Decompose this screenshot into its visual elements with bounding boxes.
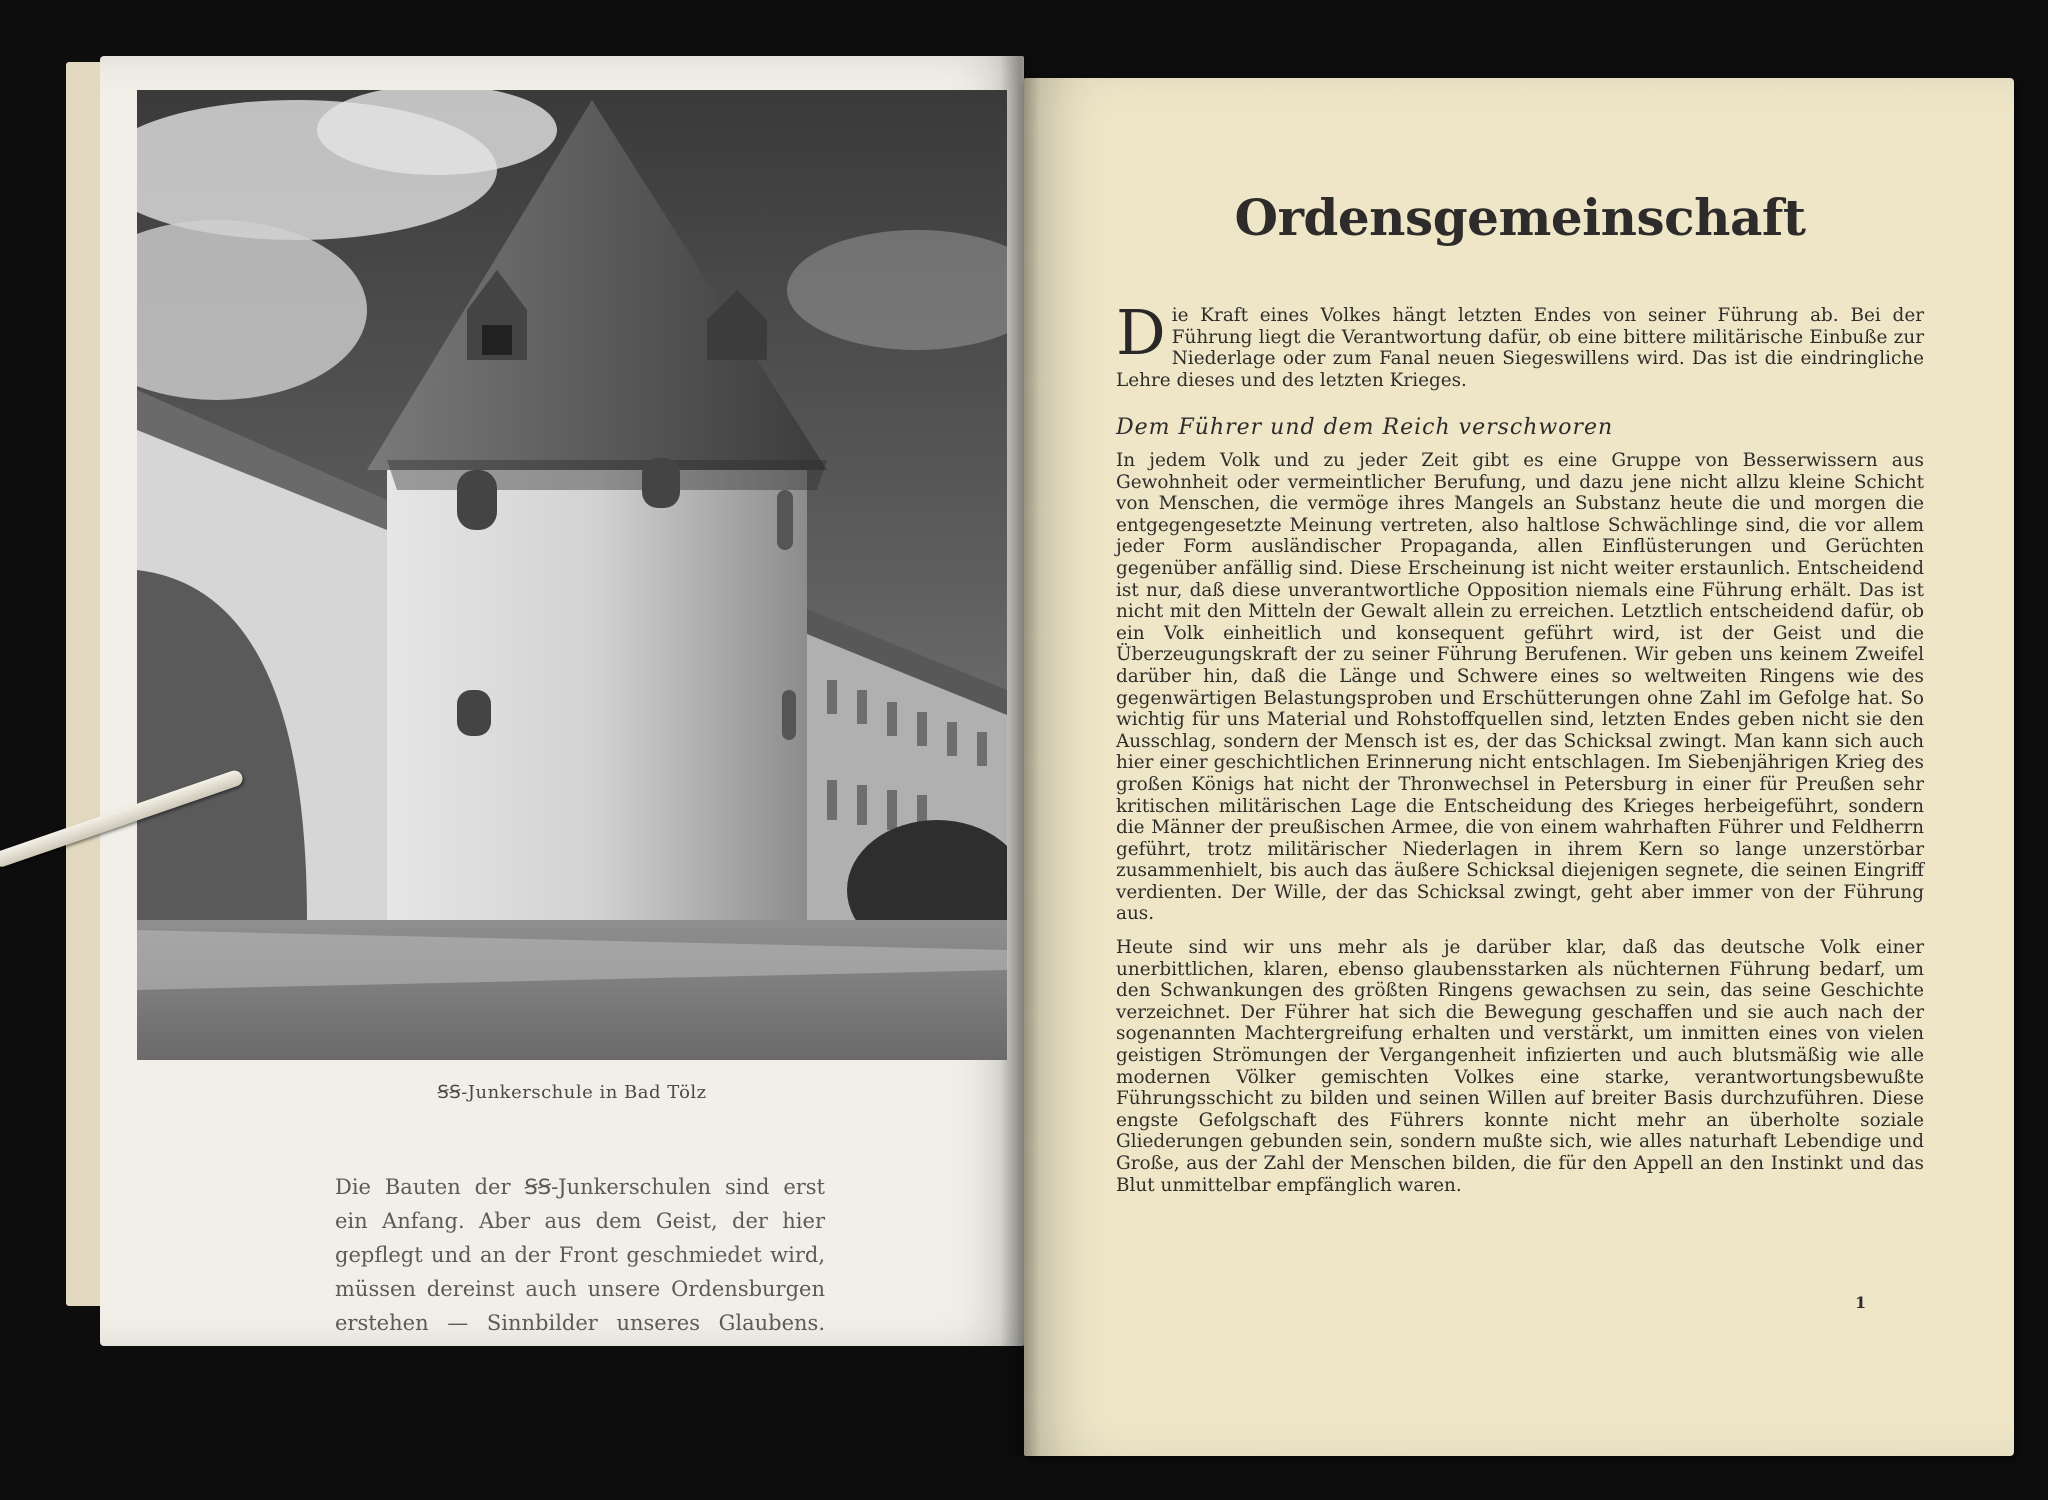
tower-photo: [137, 90, 1007, 1060]
photo-caption: ꞨꞨ-Junkerschule in Bad Tölz: [437, 1082, 707, 1103]
page-title: Ordensgemeinschaft: [1234, 188, 1806, 247]
intro-paragraph: [1116, 296, 1924, 403]
section-body: [1116, 450, 1924, 1208]
left-page-paragraph: Die Bauten der ꞨꞨ-Junkerschulen sind erst ein Anfang. Aber aus dem Geist, der hier gepflegt und an der Front geschmiedet wird, müssen dereinst auch unsere Ordensburgen erstehen — Sinnbilder unseres Glaubens.: [335, 1175, 825, 1335]
body-paragraph: Heute sind wir uns mehr als je darüber klar, daß das deutsche Volk einer unerbittlichen, klaren, ebenso glaubensstarken als nüchternen Führung bedarf, um den Schwankungen des größten Ringens gewachsen zu sein, das seine Geschichte verzeichnet. Der Führer hat sich die Bewegung geschaffen und sie auch nach der sogenannten Machtergreifung erhalten und verstärkt, um inmitten eines von vielen geistigen Strömungen der Vergangenheit infizierten und auch blutsmäßig wie alle modernen Völker gemischten Volkes eine starke, verantwortungsbewußte Führungsschicht zu bilden und seinen Willen auf breiter Basis durchzuführen. Diese engste Gefolgschaft des Führers konnte nicht mehr an überholte soziale Gliederungen gebunden sein, sondern mußte sich, wie alles naturhaft Lebendige und Große, aus der Zahl der Menschen bilden, die für den Appell an den Instinkt und das Blut unmittelbar empfänglich waren.: [1116, 937, 1924, 1196]
page-number: 1: [1855, 1293, 1867, 1312]
intro-text: ie Kraft eines Volkes hängt letzten Endes von seiner Führung ab. Bei der Führung liegt die Verantwortung dafür, ob eine bittere militärische Einbuße zur Niederlage oder zum Fanal neuen Siegeswillens wird. Das ist die eindringliche Lehre dieses und des letzten Krieges.: [1116, 305, 1924, 391]
body-paragraph: In jedem Volk und zu jeder Zeit gibt es eine Gruppe von Besserwissern aus Gewohnheit oder vermeintlicher Berufung, und dazu jene nicht allzu kleine Schicht von Menschen, die vermöge ihres Mangels an Substanz heute die und morgen die entgegengesetzte Meinung vertreten, also haltlose Schwächlinge sind, die vor allem jeder Form ausländischer Propaganda, allen Einflüsterungen und Gerüchten gegenüber anfällig sind. Diese Erscheinung ist nicht weiter erstaunlich. Entscheidend ist nur, daß diese unverantwortliche Opposition niemals eine Führung erhält. Das ist nicht mit den Mitteln der Gewalt allein zu erreichen. Letztlich entscheidend dafür, ob ein Volk einheitlich und konsequent geführt wird, ist der Geist und die Überzeugungskraft der zu seiner Führung Berufenen. Wir geben uns keinem Zweifel darüber hin, daß die Länge und Schwere eines so weltweiten Ringens wie des gegenwärtigen Belastungsproben und Erschütterungen ohne Zahl im Gefolge hat. So wichtig für uns Material und Rohstoffquellen sind, letzten Endes geben nicht sie den Ausschlag, sondern der Mensch ist es, der das Schicksal zwingt. Man kann sich auch hier einer geschichtlichen Erinnerung nicht entschlagen. Im Siebenjährigen Krieg des großen Königs hat nicht der Thronwechsel in Petersburg in einer für Preußen sehr kritischen militärischen Lage die Entscheidung des Krieges herbeigeführt, sondern die Männer der preußischen Armee, die von einem wahrhaften Führer und Feldherrn geführt, trotz militärischer Niederlagen in ihrem Kern so lange unzerstörbar zusammenhielt, bis auch das äußere Schicksal diejenigen segnete, die seinen Eingriff verdienten. Der Wille, der das Schicksal zwingt, geht aber immer von der Führung aus.: [1116, 450, 1924, 925]
drop-cap: D: [1116, 296, 1166, 369]
left-page-text: [335, 1170, 825, 1340]
section-heading: Dem Führer und dem Reich verschworen: [1116, 415, 1614, 440]
